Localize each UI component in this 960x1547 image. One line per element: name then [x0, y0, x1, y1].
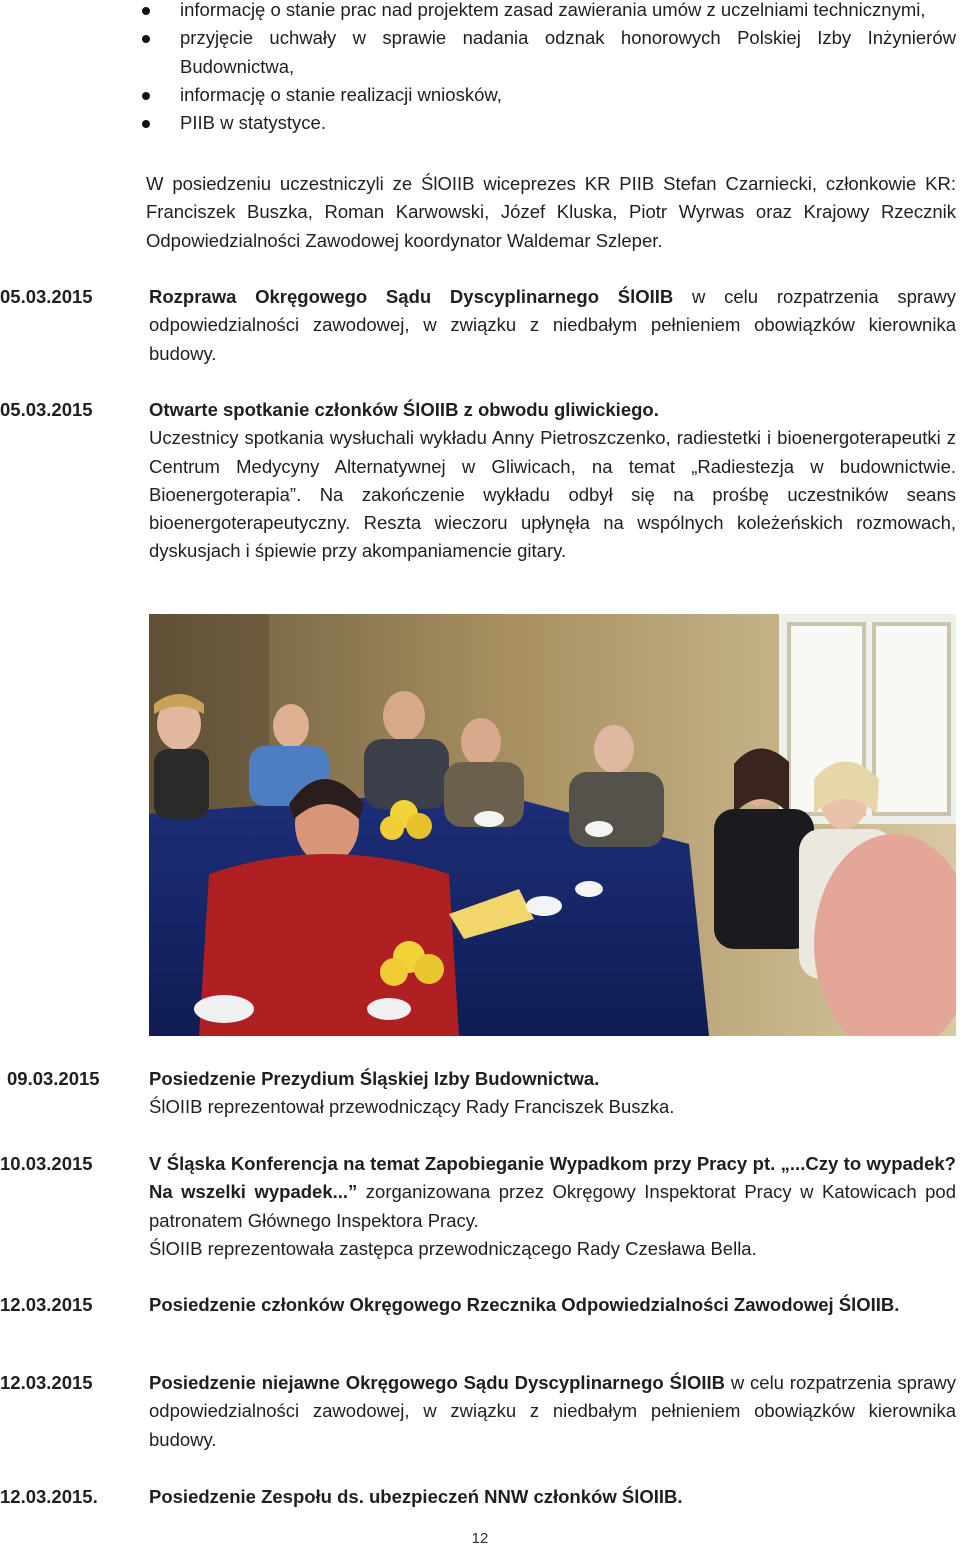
- entry-body: [149, 396, 956, 566]
- entry-date: 12.03.2015: [0, 1294, 93, 1315]
- meeting-photo-illustration: [149, 614, 956, 1036]
- entry-date: 05.03.2015: [0, 286, 93, 307]
- bullet-list: [140, 0, 956, 137]
- entry-text: w celu rozpatrzenia sprawy odpowiedzialności zawodowej, w związku z niedbałym pełnieniem obowiązków kierownika budowy.: [149, 1372, 957, 1450]
- entry-date: 10.03.2015: [0, 1153, 93, 1174]
- intro-paragraph: W posiedzeniu uczestniczyli ze ŚlOIIB wiceprezes KR PIIB Stefan Czarniecki, członkowie KR: Franciszek Buszka, Roman Karwowski, Józef Kluska, Piotr Wyrwas oraz Krajowy Rzecznik Odpowiedzialności Zawodowej koordynator Waldemar Szleper.: [146, 173, 956, 251]
- entry-date: 12.03.2015: [0, 1372, 93, 1393]
- entry-date: 05.03.2015: [0, 399, 93, 420]
- entry-title: Posiedzenie członków Okręgowego Rzecznika Odpowiedzialności Zawodowej ŚlOIIB.: [149, 1294, 900, 1315]
- page-number: 12: [471, 1530, 489, 1547]
- entry-text: ŚlOIIB reprezentował przewodniczący Rady Franciszek Buszka.: [149, 1096, 675, 1118]
- bullet-item: informację o stanie realizacji wniosków,: [140, 81, 956, 109]
- bullet-item: PIIB w statystyce.: [140, 109, 956, 137]
- entry-title: Otwarte spotkanie członków ŚlOIIB z obwodu gliwickiego.: [149, 399, 659, 420]
- bullet-item: przyjęcie uchwały w sprawie nadania odznak honorowych Polskiej Izby Inżynierów Budownictwa,: [140, 24, 956, 81]
- entry-body: [149, 283, 956, 368]
- bullet-dot-icon: [142, 92, 150, 100]
- entry-body: [149, 1065, 956, 1122]
- bullet-item: informację o stanie prac nad projektem zasad zawierania umów z uczelniami technicznymi,: [140, 0, 956, 24]
- entry-body: [149, 1369, 956, 1454]
- entry-title: V Śląska Konferencja na temat Zapobieganie Wypadkom przy Pracy pt. „...Czy to wypadek? Na wszelki wypadek...”: [149, 1153, 956, 1203]
- entry-date: 12.03.2015.: [0, 1486, 98, 1507]
- bullet-dot-icon: [142, 35, 150, 43]
- entry-body: [149, 1291, 956, 1319]
- entry-text-2: ŚlOIIB reprezentowała zastępca przewodniczącego Rady Czesława Bella.: [149, 1237, 757, 1259]
- entry-date: 09.03.2015: [7, 1068, 100, 1089]
- bullet-dot-icon: [142, 7, 150, 15]
- entry-title: Rozprawa Okręgowego Sądu Dyscyplinarnego ŚlOIIB: [149, 286, 674, 307]
- entry-title: Posiedzenie Prezydium Śląskiej Izby Budownictwa.: [149, 1068, 600, 1089]
- entry-text: w celu rozpatrzenia sprawy odpowiedzialności zawodowej, w związku z niedbałym pełnieniem obowiązków kierownika budowy.: [149, 286, 956, 364]
- entry-title: Posiedzenie niejawne Okręgowego Sądu Dyscyplinarnego ŚlOIIB: [149, 1372, 726, 1393]
- meeting-photo: [149, 614, 956, 1036]
- bullet-dot-icon: [142, 120, 150, 128]
- entry-text: Uczestnicy spotkania wysłuchali wykładu Anny Pietroszczenko, radiestetki i bioenergoterapeutki z Centrum Medycyny Alternatywnej w Gliwicach, na temat „Radiestezja w budownictwie. Bioenergoterapia”. Na zakończenie wykładu odbył się na prośbę uczestników seans bioenergoterapeutyczny. Reszta wieczoru upłynęła na wspólnych koleżeńskich rozmowach, dyskusjach i śpiewie przy akompaniamencie gitary.: [149, 427, 956, 562]
- entry-body: [149, 1483, 956, 1511]
- entry-title: Posiedzenie Zespołu ds. ubezpieczeń NNW członków ŚlOIIB.: [149, 1486, 683, 1507]
- entry-text: zorganizowana przez Okręgowy Inspektorat Pracy w Katowicach pod patronatem Głównego Inspektora Pracy.: [149, 1181, 956, 1231]
- entry-body: [149, 1150, 956, 1263]
